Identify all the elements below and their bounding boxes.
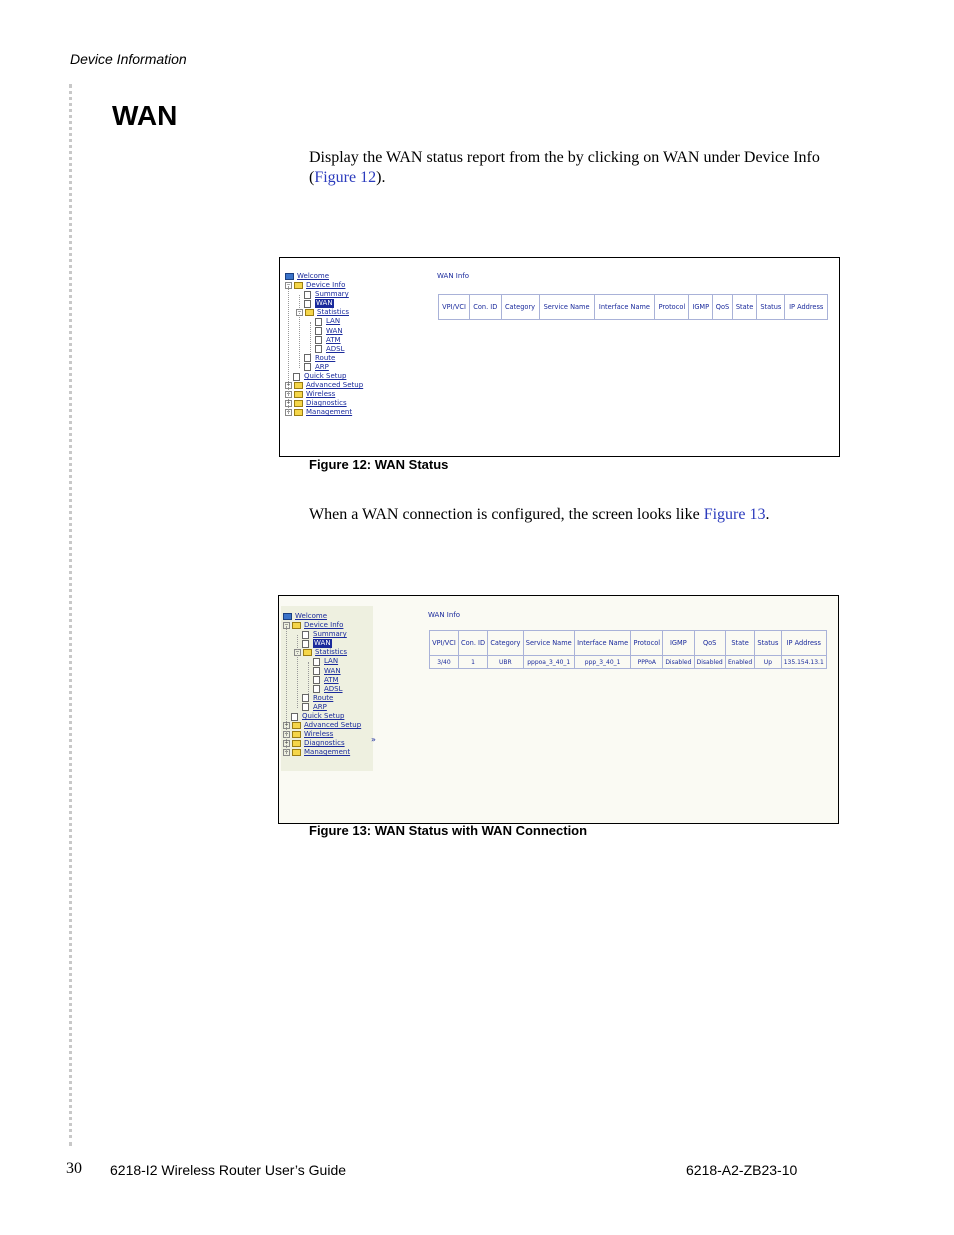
guide-title: 6218-I2 Wireless Router User’s Guide (110, 1162, 347, 1178)
tree-item-label[interactable]: Management (306, 408, 353, 417)
column-header: Con. ID (458, 631, 487, 656)
column-header: IGMP (663, 631, 694, 656)
running-header: Device Information (70, 51, 187, 67)
tree-item[interactable] (285, 345, 363, 354)
tree-item-label[interactable]: ATM (326, 335, 341, 344)
table-cell: Up (755, 656, 781, 669)
page-icon (293, 373, 300, 381)
collapse-icon[interactable]: − (297, 309, 302, 316)
wan-info-title: WAN Info (437, 272, 470, 280)
collapse-icon[interactable]: − (295, 649, 300, 656)
tree-item-label[interactable]: ARP (315, 362, 329, 371)
tree-item-label[interactable]: Route (313, 693, 334, 702)
folder-icon (292, 740, 301, 747)
tree-item[interactable] (285, 299, 363, 308)
second-text: When a WAN connection is configured, the screen looks like (309, 506, 704, 523)
tree-item-label[interactable]: Welcome (295, 612, 328, 620)
tree-item[interactable] (283, 648, 361, 657)
column-header: Status (757, 295, 785, 320)
folder-icon (294, 382, 303, 389)
doc-number: 6218-A2-ZB23-10 (686, 1162, 798, 1178)
tree-item[interactable] (283, 676, 361, 685)
tree-item-label[interactable]: LAN (326, 317, 341, 326)
tree-item[interactable] (285, 363, 363, 372)
table-cell: Enabled (725, 656, 754, 669)
folder-icon (294, 391, 303, 398)
tree-item-label[interactable]: Quick Setup (302, 712, 345, 721)
tree-item[interactable] (285, 354, 363, 363)
column-header: Category (488, 631, 523, 656)
column-header: IGMP (689, 295, 713, 320)
tree-item[interactable] (285, 336, 363, 345)
wan-info-table (429, 630, 827, 669)
tree-item[interactable] (283, 630, 361, 639)
table-header-row (430, 631, 827, 656)
page-number: 30 (66, 1160, 82, 1177)
table-cell: 1 (458, 656, 487, 669)
tree-item-label[interactable]: Device Info (306, 281, 346, 290)
folder-icon (292, 749, 301, 756)
folder-icon (292, 722, 301, 729)
column-header: Interface Name (594, 295, 655, 320)
column-header: State (725, 631, 754, 656)
tree-item-label[interactable]: ARP (313, 702, 327, 711)
page-icon (315, 336, 322, 344)
tree-item[interactable] (285, 308, 363, 317)
folder-icon (294, 400, 303, 407)
tree-item-label[interactable]: WAN (314, 639, 331, 648)
tree-item[interactable] (283, 694, 361, 703)
folder-icon (303, 649, 312, 656)
figure-13-link[interactable]: Figure 13 (703, 506, 766, 523)
intro-text: Display the WAN status report from the by clicking on WAN under Device Info ( (309, 149, 820, 186)
expand-icon[interactable]: + (286, 400, 291, 407)
page-icon (302, 703, 309, 711)
tree-item-label[interactable]: Diagnostics (306, 399, 347, 408)
column-header: VPI/VCI (439, 295, 470, 320)
column-header: State (732, 295, 756, 320)
column-header: Service Name (523, 631, 574, 656)
table-cell: PPPoA (631, 656, 663, 669)
collapse-icon[interactable]: − (284, 622, 289, 629)
figure-12-caption: Figure 12: WAN Status (309, 457, 449, 472)
page-icon (291, 713, 298, 721)
expand-icon[interactable]: + (284, 722, 289, 729)
tree-item-label[interactable]: Statistics (315, 648, 347, 657)
column-header: QoS (713, 295, 733, 320)
tree-item[interactable] (285, 272, 363, 281)
page-icon (313, 667, 320, 675)
tree-item-label[interactable]: Route (315, 353, 336, 362)
tree-item[interactable] (283, 657, 361, 666)
page-icon (302, 631, 309, 639)
folder-icon (294, 409, 303, 416)
page-icon (313, 676, 320, 684)
margin-rule (69, 84, 72, 1146)
tree-item[interactable] (285, 281, 363, 290)
tree-connector (286, 626, 287, 754)
wan-info-title: WAN Info (428, 611, 461, 619)
expand-icon[interactable]: + (286, 391, 291, 398)
page-title: WAN (112, 100, 178, 131)
table-cell: ppp_3_40_1 (574, 656, 631, 669)
second-text-end: . (765, 506, 770, 523)
column-header: IP Address (785, 295, 828, 320)
tree-item[interactable] (283, 721, 361, 730)
tree-item-label[interactable]: Diagnostics (304, 739, 345, 748)
tree-item[interactable] (283, 685, 361, 694)
column-header: QoS (694, 631, 725, 656)
column-header: Category (501, 295, 539, 320)
page-icon (304, 354, 311, 362)
figure-13-screenshot (278, 595, 839, 824)
tree-item-label[interactable]: Quick Setup (304, 372, 347, 381)
expand-icon[interactable]: + (286, 382, 291, 389)
tree-item-label[interactable]: Statistics (317, 308, 349, 317)
tree-item[interactable] (283, 748, 361, 757)
folder-icon (292, 622, 301, 629)
folder-icon (292, 731, 301, 738)
intro-text-end: ). (376, 169, 386, 186)
expand-icon[interactable]: + (284, 731, 289, 738)
page-icon (315, 318, 322, 326)
table-cell: pppoa_3_40_1 (523, 656, 574, 669)
second-paragraph (309, 505, 839, 525)
table-cell: 135.154.13.1 (781, 656, 827, 669)
page-icon (315, 327, 322, 335)
tree-item[interactable] (283, 739, 361, 748)
tree-item-label[interactable]: LAN (324, 657, 339, 666)
column-header: Protocol (631, 631, 663, 656)
column-header: Interface Name (574, 631, 631, 656)
tree-item-label[interactable]: ATM (324, 675, 339, 684)
tree-item[interactable] (285, 317, 363, 326)
nav-tree (285, 272, 363, 418)
page-icon (315, 345, 322, 353)
page-icon (304, 291, 311, 299)
page-icon (302, 694, 309, 702)
tree-item-label[interactable]: Wireless (304, 730, 334, 739)
monitor-icon (283, 613, 292, 620)
column-header: Status (755, 631, 781, 656)
tree-connector (308, 662, 309, 694)
tree-item-label[interactable]: Advanced Setup (304, 721, 362, 730)
table-row (430, 656, 827, 669)
page-icon (313, 685, 320, 693)
page-icon (304, 300, 311, 308)
tree-item-label[interactable]: Welcome (297, 272, 330, 280)
column-header: Protocol (655, 295, 689, 320)
tree-item[interactable] (283, 667, 361, 676)
tree-item-label[interactable]: ADSL (324, 684, 343, 693)
page-icon (304, 363, 311, 371)
tree-item[interactable] (283, 703, 361, 712)
tree-item[interactable] (283, 712, 361, 721)
column-header: VPI/VCI (430, 631, 459, 656)
expand-icon[interactable]: + (284, 740, 289, 747)
tree-item[interactable] (285, 290, 363, 299)
column-header: Con. ID (470, 295, 501, 320)
monitor-icon (285, 273, 294, 280)
collapse-icon[interactable]: − (286, 282, 291, 289)
tree-item[interactable] (285, 390, 363, 399)
tree-item-label[interactable]: WAN (326, 326, 343, 335)
column-header: IP Address (781, 631, 827, 656)
folder-icon (305, 309, 314, 316)
page-icon (302, 640, 309, 648)
table-header-row (439, 295, 828, 320)
nav-tree (283, 612, 361, 758)
figure-12-link[interactable]: Figure 12 (314, 169, 377, 186)
tree-item-label[interactable]: ADSL (326, 344, 345, 353)
tree-item-label[interactable]: Wireless (306, 390, 336, 399)
folder-icon (294, 282, 303, 289)
tree-item[interactable] (285, 327, 363, 336)
tree-item-label[interactable]: WAN (324, 666, 341, 675)
table-cell: Disabled (663, 656, 694, 669)
wan-info-table (438, 294, 828, 320)
tree-item-label[interactable]: Advanced Setup (306, 381, 364, 390)
tree-item-label[interactable]: Summary (313, 630, 347, 639)
table-cell: UBR (488, 656, 523, 669)
tree-item[interactable] (283, 612, 361, 621)
tree-item-label[interactable]: Management (304, 748, 351, 757)
tree-item[interactable] (285, 381, 363, 390)
tree-connector (297, 635, 298, 708)
figure-12-screenshot (279, 257, 840, 457)
tree-connector (288, 286, 289, 414)
tree-item[interactable] (283, 621, 361, 630)
table-cell: Disabled (694, 656, 725, 669)
column-header: Service Name (539, 295, 594, 320)
expand-icon[interactable]: + (286, 409, 291, 416)
tree-item[interactable] (285, 408, 363, 417)
tree-item[interactable] (285, 372, 363, 381)
tree-item-label[interactable]: Summary (315, 290, 349, 299)
page-icon (313, 658, 320, 666)
table-cell: 3/40 (430, 656, 459, 669)
collapse-arrow-icon[interactable]: » (371, 735, 376, 744)
tree-connector (299, 295, 300, 368)
figure-13-caption: Figure 13: WAN Status with WAN Connection (309, 823, 588, 838)
tree-item-label[interactable]: WAN (316, 299, 333, 308)
intro-paragraph (309, 148, 839, 188)
expand-icon[interactable]: + (284, 749, 289, 756)
tree-connector (310, 322, 311, 354)
tree-item[interactable] (285, 399, 363, 408)
tree-item[interactable] (283, 730, 361, 739)
tree-item-label[interactable]: Device Info (304, 621, 344, 630)
tree-item[interactable] (283, 639, 361, 648)
